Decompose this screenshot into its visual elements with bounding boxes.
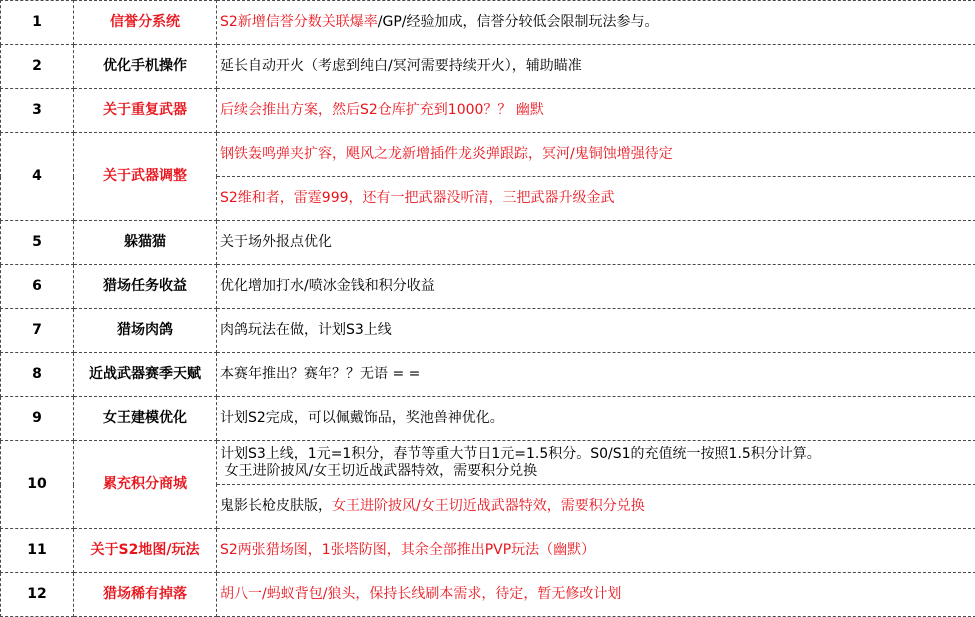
table-row bbox=[1, 133, 975, 177]
row-topic[interactable]: 关于S2地图/玩法 bbox=[74, 529, 217, 573]
row-number[interactable]: 5 bbox=[1, 221, 74, 265]
table-row bbox=[1, 309, 975, 353]
row-desc[interactable]: 钢铁轰鸣弹夹扩容，飓风之龙新增插件龙炎弹跟踪，冥河/鬼铜蚀增强待定 bbox=[217, 133, 975, 177]
row-desc[interactable] bbox=[217, 1, 975, 45]
row-desc[interactable]: S2维和者，雷霆999，还有一把武器没听清，三把武器升级金武 bbox=[217, 177, 975, 221]
row-topic[interactable]: 信誉分系统 bbox=[74, 1, 217, 45]
row-number[interactable]: 1 bbox=[1, 1, 74, 45]
row-topic[interactable]: 近战武器赛季天赋 bbox=[74, 353, 217, 397]
row-topic[interactable]: 猎场任务收益 bbox=[74, 265, 217, 309]
row-topic[interactable]: 女王建模优化 bbox=[74, 397, 217, 441]
row-topic[interactable]: 猎场肉鸽 bbox=[74, 309, 217, 353]
table-row bbox=[1, 573, 975, 617]
table-row bbox=[1, 265, 975, 309]
row-desc[interactable]: 计划S2完成，可以佩戴饰品，奖池兽神优化。 bbox=[217, 397, 975, 441]
table-row bbox=[1, 441, 975, 485]
row-topic[interactable]: 猎场稀有掉落 bbox=[74, 573, 217, 617]
row-desc[interactable]: 肉鸽玩法在做，计划S3上线 bbox=[217, 309, 975, 353]
desc-line: 女王进阶披风/女王切近战武器特效，需要积分兑换 bbox=[220, 462, 538, 479]
row-desc[interactable]: 胡八一/蚂蚁背包/狼头，保持长线刷本需求，待定，暂无修改计划 bbox=[217, 573, 975, 617]
row-desc[interactable]: 延长自动开火（考虑到纯白/冥河需要持续开火），辅助瞄准 bbox=[217, 45, 975, 89]
row-desc[interactable]: 优化增加打水/喷冰金钱和积分收益 bbox=[217, 265, 975, 309]
table-row bbox=[1, 529, 975, 573]
row-number[interactable]: 6 bbox=[1, 265, 74, 309]
row-number[interactable]: 4 bbox=[1, 133, 74, 221]
row-number[interactable]: 7 bbox=[1, 309, 74, 353]
row-desc[interactable]: S2两张猎场图，1张塔防图，其余全部推出PVP玩法（幽默） bbox=[217, 529, 975, 573]
desc-line: 计划S3上线，1元=1积分，春节等重大节日1元=1.5积分。S0/S1的充值统一按照1.5积分计算。 bbox=[220, 445, 821, 462]
desc-segment: 鬼影长枪皮肤版， bbox=[220, 498, 332, 514]
row-number[interactable]: 2 bbox=[1, 45, 74, 89]
row-topic[interactable]: 关于重复武器 bbox=[74, 89, 217, 133]
row-number[interactable]: 11 bbox=[1, 529, 74, 573]
row-topic[interactable]: 躲猫猫 bbox=[74, 221, 217, 265]
row-desc[interactable] bbox=[217, 441, 975, 485]
row-number[interactable]: 12 bbox=[1, 573, 74, 617]
row-topic[interactable]: 关于武器调整 bbox=[74, 133, 217, 221]
row-number[interactable]: 8 bbox=[1, 353, 74, 397]
table-row bbox=[1, 89, 975, 133]
row-desc[interactable] bbox=[217, 485, 975, 529]
row-desc[interactable]: 关于场外报点优化 bbox=[217, 221, 975, 265]
row-number[interactable]: 9 bbox=[1, 397, 74, 441]
desc-segment: 女王进阶披风/女王切近战武器特效，需要积分兑换 bbox=[332, 498, 645, 514]
desc-segment: S2新增信誉分数关联爆率 bbox=[220, 14, 378, 30]
table-row bbox=[1, 353, 975, 397]
row-desc[interactable]: 本赛年推出？赛年？？无语 = = bbox=[217, 353, 975, 397]
row-topic[interactable]: 优化手机操作 bbox=[74, 45, 217, 89]
row-desc[interactable]: 后续会推出方案，然后S2仓库扩充到1000？？ 幽默 bbox=[217, 89, 975, 133]
row-number[interactable]: 10 bbox=[1, 441, 74, 529]
table-row bbox=[1, 221, 975, 265]
desc-segment: /GP/经验加成，信誉分较低会限制玩法参与。 bbox=[377, 14, 659, 30]
table-row bbox=[1, 1, 975, 45]
table-row bbox=[1, 45, 975, 89]
table-row bbox=[1, 397, 975, 441]
row-topic[interactable]: 累充积分商城 bbox=[74, 441, 217, 529]
row-number[interactable]: 3 bbox=[1, 89, 74, 133]
